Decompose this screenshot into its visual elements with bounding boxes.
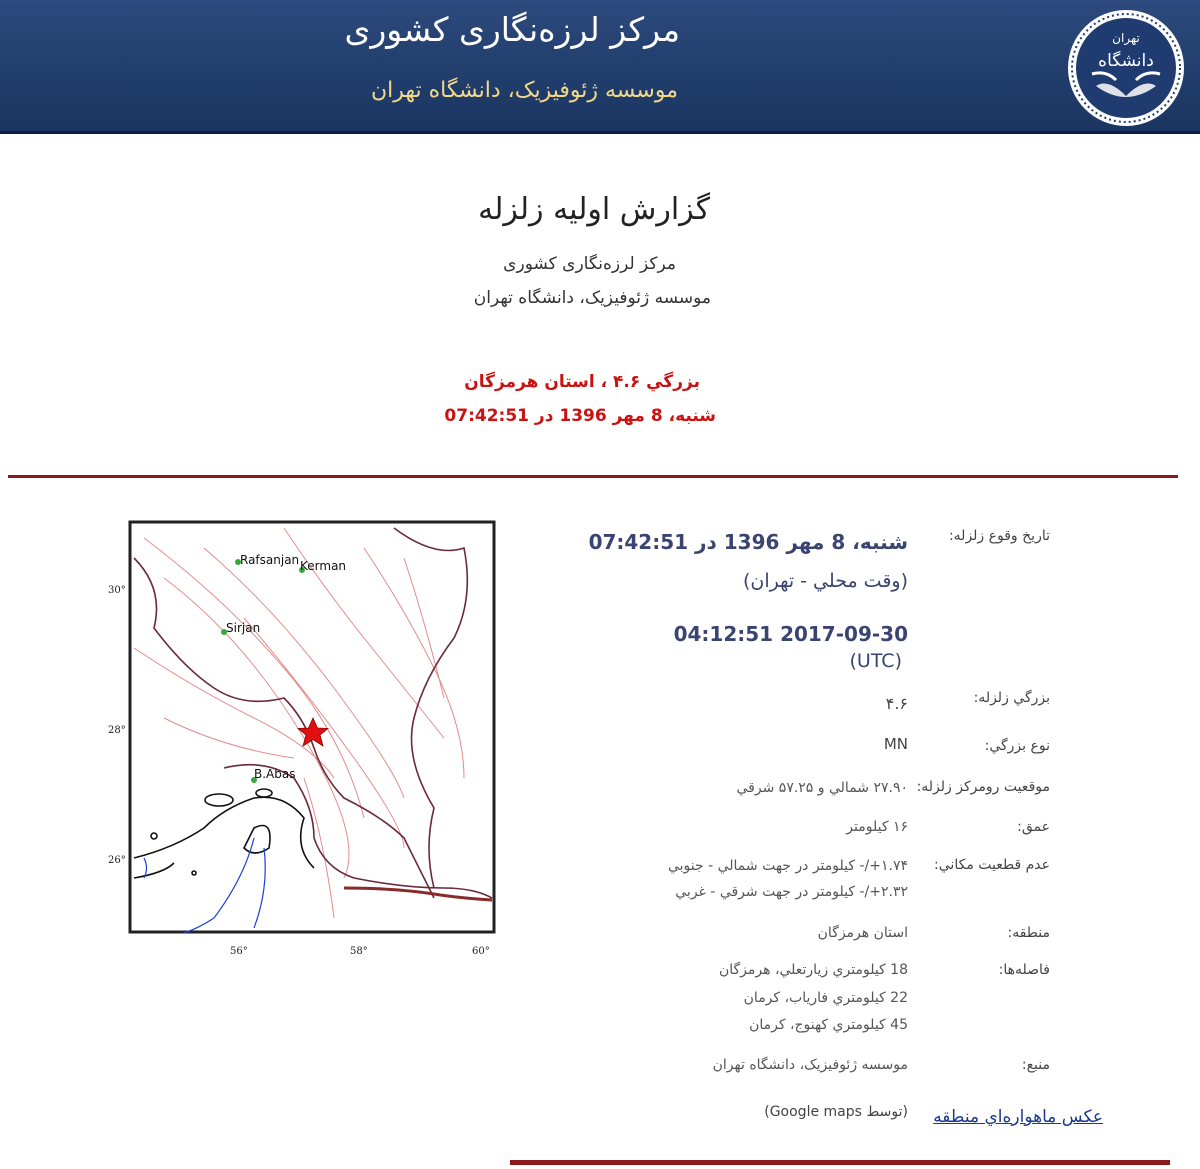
utc-tag: (UTC) <box>849 650 902 672</box>
svg-text:تهران: تهران <box>1112 31 1140 45</box>
lat-tick: 26° <box>108 855 126 866</box>
magnitude-summary: بزرگي ۴.۶ ، استان هرمزگان <box>464 372 700 392</box>
report-institute: موسسه ژئوفیزیک، دانشگاه تهران <box>473 288 711 308</box>
source-value: موسسه ژئوفيزيک، دانشگاه تهران <box>712 1057 908 1073</box>
distances-label: فاصله‌ها: <box>998 962 1050 978</box>
satellite-image-link[interactable]: عکس ماهواره‌اي منطقه <box>933 1107 1103 1127</box>
satellite-note: (توسط Google maps) <box>764 1104 908 1120</box>
source-label: منبع: <box>1021 1057 1050 1073</box>
epicenter-location-label: موقعيت رومرکز زلزله: <box>916 779 1050 795</box>
magnitude-type-label: نوع بزرگي: <box>984 738 1050 754</box>
utc-value: 2017-09-30 04:12:51 <box>673 622 908 646</box>
section-divider <box>8 475 1178 478</box>
lon-tick: 58° <box>350 946 368 957</box>
magnitude-value: ۴.۶ <box>885 694 908 713</box>
depth-label: عمق: <box>1017 819 1050 835</box>
uncertainty-ew: ۲.۳۲+/- کيلومتر در جهت شرقي - غربي <box>675 884 908 900</box>
city-label-kerman: Kerman <box>300 559 347 573</box>
epicenter-map[interactable] <box>104 518 504 958</box>
svg-text:دانشگاه: دانشگاه <box>1098 51 1154 71</box>
time-summary: شنبه، 8 مهر 1396 در 07:42:51 <box>444 406 716 426</box>
lat-tick: 30° <box>108 585 126 596</box>
report-title: گزارش اولیه زلزله <box>478 192 710 227</box>
distance-item: 22 کيلومتري فارياب، کرمان <box>743 990 908 1006</box>
depth-value: ۱۶ کيلومتر <box>846 819 908 835</box>
local-time-note: (وقت محلي - تهران) <box>742 570 908 592</box>
lon-tick: 56° <box>230 946 248 957</box>
lon-tick: 60° <box>472 946 490 957</box>
uncertainty-label: عدم قطعيت مکاني: <box>934 857 1050 873</box>
city-label-sirjan: Sirjan <box>226 621 261 635</box>
bottom-divider <box>510 1160 1170 1165</box>
satellite-note-prefix: (توسط <box>866 1104 908 1120</box>
epicenter-location-value: ۲۷.۹۰ شمالي و ۵۷.۲۵ شرقي <box>736 780 908 796</box>
city-label-rafsanjan: Rafsanjan <box>240 553 300 567</box>
university-logo-icon[interactable] <box>1066 8 1186 128</box>
uncertainty-ns: ۱.۷۴+/- کيلومتر در جهت شمالي - جنوبي <box>667 858 908 874</box>
distance-item: 45 کيلومتري کهنوج، کرمان <box>749 1017 908 1033</box>
banner-title: مرکز لرزه‌نگاری کشوری <box>344 10 680 49</box>
magnitude-label: بزرگي زلزله: <box>973 690 1050 706</box>
satellite-note-service: Google maps <box>769 1104 862 1120</box>
lat-tick: 28° <box>108 725 126 736</box>
report-org: مرکز لرزه‌نگاری کشوری <box>503 254 676 274</box>
date-label: تاريخ وقوع زلزله: <box>948 528 1050 544</box>
magnitude-type-value: MN <box>883 735 908 753</box>
date-value: شنبه، 8 مهر 1396 در 07:42:51 <box>588 530 908 554</box>
region-label: منطقه: <box>1007 925 1050 941</box>
banner-subtitle: موسسه ژئوفیزیک، دانشگاه تهران <box>370 78 678 103</box>
distance-item: 18 کيلومتري زيارتعلي، هرمزگان <box>718 962 908 978</box>
region-value: استان هرمزگان <box>817 925 908 941</box>
header-banner <box>0 0 1200 134</box>
city-label-bandar-abbas: B.Abas <box>254 767 296 781</box>
